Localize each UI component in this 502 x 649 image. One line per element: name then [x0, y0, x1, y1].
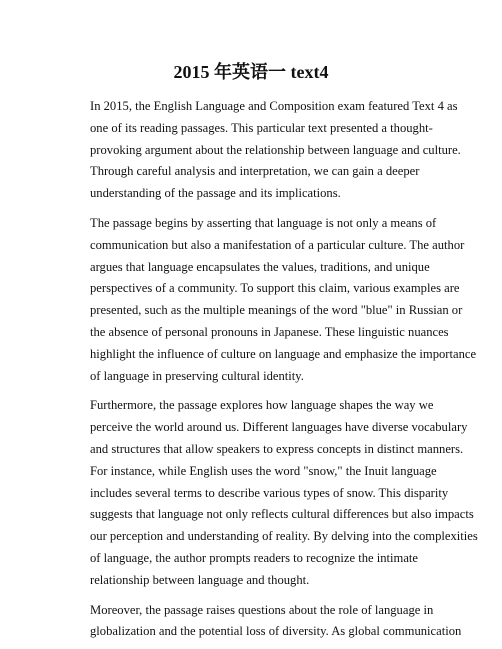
text-line: In 2015, the English Language and Composition exam featured Text 4 as: [90, 99, 458, 113]
text-line: of language, the author prompts readers to recognize the intimate: [90, 550, 419, 565]
text-line: perceive the world around us. Different languages have diverse vocabulary: [90, 420, 468, 435]
text-line: suggests that language not only reflects cultural differences but also impacts: [90, 507, 474, 522]
text-line: communication but also a manifestation of a particular culture. The author: [90, 237, 465, 252]
text-line: understanding of the passage and its implications.: [90, 186, 341, 201]
paragraph-3: [72, 395, 478, 591]
document-title: 2015 年英语一 text4: [173, 62, 329, 82]
text-line: one of its reading passages. This particular text presented a thought-: [90, 120, 433, 135]
text-line: relationship between language and thought.: [90, 572, 310, 587]
text-line: globalization and the potential loss of diversity. As global communication: [90, 624, 462, 639]
text-line: highlight the influence of culture on language and emphasize the importance: [90, 346, 477, 361]
document-body: [72, 96, 478, 643]
paragraph-4: [72, 600, 462, 644]
text-line: our perception and understanding of reality. By delving into the complexities: [90, 529, 478, 544]
text-line: of language in preserving cultural identity.: [90, 368, 304, 383]
paragraph-2: [72, 213, 477, 387]
text-line: Furthermore, the passage explores how language shapes the way we: [90, 398, 434, 413]
text-line: perspectives of a community. To support this claim, various examples are: [90, 281, 460, 296]
text-line: Moreover, the passage raises questions about the role of language in: [90, 602, 434, 617]
text-line: presented, such as the multiple meanings of the word "blue" in Russian or: [90, 303, 463, 318]
paragraph-1: [72, 96, 461, 205]
text-line: The passage begins by asserting that language is not only a means of: [90, 215, 437, 230]
text-line: For instance, while English uses the word "snow," the Inuit language: [90, 463, 437, 478]
text-line: and structures that allow speakers to express concepts in distinct manners.: [90, 441, 464, 456]
text-line: argues that language encapsulates the values, traditions, and unique: [90, 259, 430, 274]
text-line: includes several terms to describe various types of snow. This disparity: [90, 485, 449, 500]
text-line: Through careful analysis and interpretation, we can gain a deeper: [90, 164, 420, 179]
text-line: provoking argument about the relationship between language and culture.: [90, 142, 461, 157]
text-line: the absence of personal pronouns in Japanese. These linguistic nuances: [90, 324, 449, 339]
